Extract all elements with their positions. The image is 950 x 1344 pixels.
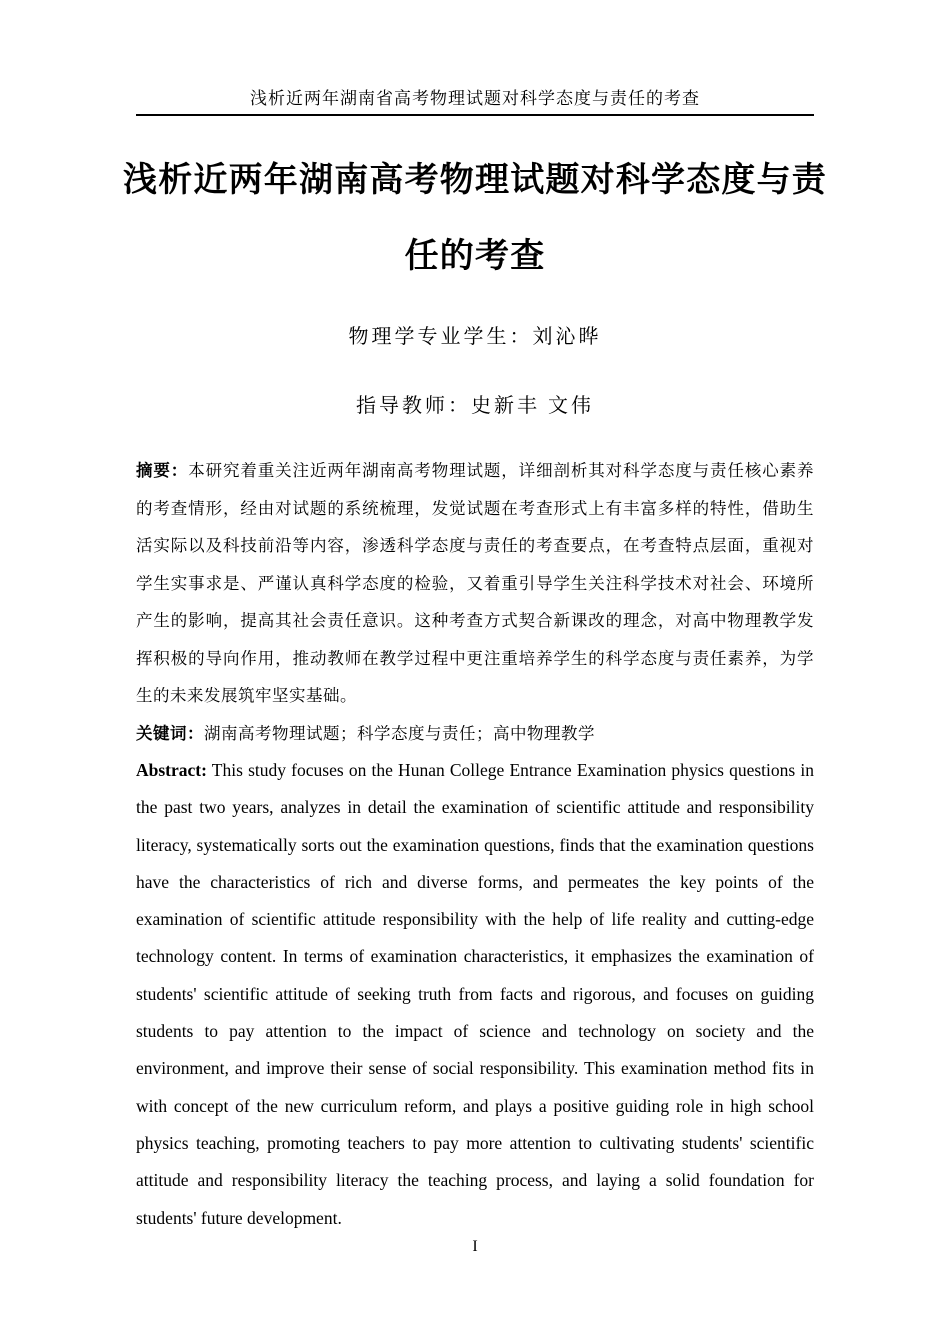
running-header: 浅析近两年湖南省高考物理试题对科学态度与责任的考查 [136, 0, 814, 116]
keywords-text: 湖南高考物理试题；科学态度与责任；高中物理教学 [204, 723, 595, 743]
abstract-cn-label: 摘要： [136, 461, 189, 480]
keywords-label: 关键词： [136, 723, 204, 743]
abstract-en-paragraph [136, 752, 814, 1237]
student-line: 物理学专业学生：刘沁晔 [348, 326, 602, 348]
advisor-line: 指导教师：史新丰 文伟 [356, 395, 594, 417]
abstract-block [136, 452, 814, 1237]
page-number: I [472, 1238, 478, 1255]
page-title: 浅析近两年湖南高考物理试题对科学态度与责任的考查 [123, 161, 827, 275]
abstract-cn-paragraph [136, 452, 814, 715]
abstract-cn-text: 本研究着重关注近两年湖南高考物理试题，详细剖析其对科学态度与责任核心素养的考查情形，经由对试题的系统梳理，发觉试题在考查形式上有丰富多样的特性，借助生活实际以及科技前沿等内容，渗透科学态度与责任的考查要点，在考查特点层面，重视对学生实事求是、严谨认真科学态度的检验，又着重引导学生关注科学技术对社会、环境所产生的影响，提高其社会责任意识。这种考查方式契合新课改的理念，对高中物理教学发挥积极的导向作用，推动教师在教学过程中更注重培养学生的科学态度与责任素养，为学生的未来发展筑牢坚实基础。 [136, 461, 815, 705]
keywords-line [136, 715, 814, 753]
abstract-en-text: This study focuses on the Hunan College Entrance Examination physics questions in the past two years, analyzes in detail the examination of scientific attitude and responsibility literacy, systematically sorts out the examination questions, finds that the examination questions have the characteristics of rich and diverse forms, and permeates the key points of the examination of scientific attitude responsibility with the help of life reality and cutting-edge technology content. In terms of examination characteristics, it emphasizes the examination of students' scientific attitude of seeking truth from facts and rigorous, and focuses on guiding students to pay attention to the impact of science and technology on society and the environment, and improve their sense of social responsibility. This examination method fits in with concept of the new curriculum reform, and plays a positive guiding role in high school physics teaching, promoting teachers to pay more attention to cultivating students' scientific attitude and responsibility literacy the teaching process, and laying a solid foundation for students' future development. [136, 760, 814, 1228]
abstract-en-label: Abstract: [136, 760, 207, 780]
